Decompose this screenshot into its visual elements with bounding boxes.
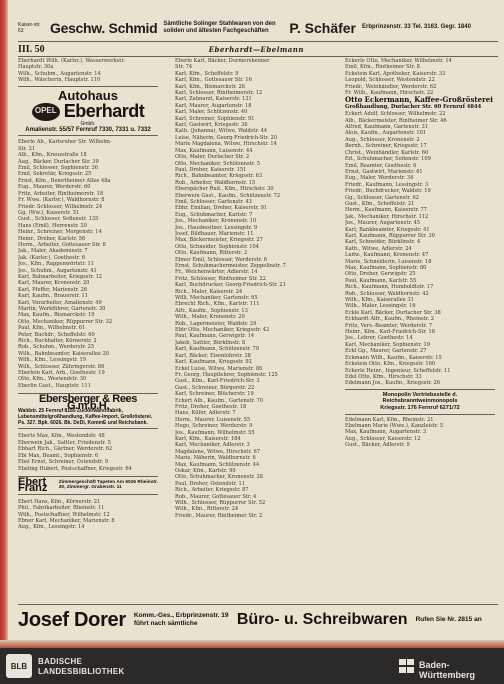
directory-entry: Jak., Mechaniker, Hirschstr. 112 <box>345 213 429 220</box>
directory-entry: Ebhr. Emilian, Dreher, Kaiserstr. 91 <box>175 205 268 212</box>
directory-entry: Ebtr Otto, Mechaniker, Kriegsstr. 42 <box>175 327 270 334</box>
directory-entry: Hugo, Schreiner, Werderstr. 9 <box>175 423 253 430</box>
directory-entry: Rich., Arbeiter, Kriegsstr. 87 <box>175 487 249 494</box>
directory-entry: Otto, Mechaniker, Schützenstr. 5 <box>175 160 261 167</box>
directory-entry: Christ., Weinhändler, Karlstr. 60 <box>345 149 429 156</box>
monopolin-line1: Monopolin Vertriebsstelle d. <box>382 391 458 398</box>
blb-name[interactable]: BADISCHE LANDESBIBLIOTHEK <box>38 657 125 676</box>
directory-entry: Karl, Maurer, Augartenstr. 18 <box>175 102 252 109</box>
josef-dorer-ad <box>18 604 498 635</box>
directory-entry: Otto, Kfm., Westendstr. 30 <box>18 376 87 383</box>
directory-entry: Paul, Kaufmann, Karlstr. 55 <box>345 277 417 284</box>
directory-entry: Hauptstr. 30a <box>18 64 54 71</box>
directory-entry: Eckert Alb., Kaufm., Gartenstr. 70 <box>175 397 264 404</box>
directory-entry: Ebert Hans, Kfm., Körnerstr. 21 <box>18 498 101 505</box>
directory-entry: Karl, Bankbeamter, Kriegsstr. 41 <box>345 226 430 233</box>
directory-entry: Oskar, Kfm., Karlstr. 99 <box>175 468 236 474</box>
directory-column-1 <box>18 58 158 596</box>
directory-entry: Wilh., Maler, Lessingstr. 16 <box>345 303 416 310</box>
directory-entry: Karl, Maler, Schützenstr. 40 <box>175 109 248 116</box>
ebert-details: Zimmergeschäft Tapeten Am 6026 Rheinstr. 30, Zimmergr. Grabenstr. 11 <box>58 479 158 491</box>
autohaus-address: Amalienstr. 55/57 Fernruf 7330, 7331 u. 7332 <box>25 127 151 134</box>
directory-entry: Eckhardt Alfr., Kaufm., Rheinstr. 2 <box>345 316 435 323</box>
directory-entry: Jak., Maler, Akademiestr. 7 <box>18 248 88 255</box>
directory-entry: Otto, Maler, Durlacher Str. 2 <box>175 154 250 161</box>
directory-entry: Karl, Bäcker, Eisenlohrstr. 38 <box>175 352 251 359</box>
directory-entry: Wilh., Kfm., Ritterstr. 24 <box>175 506 239 513</box>
directory-entry: Eckerle Otto, Mechaniker, Wilhelmstr. 14 <box>345 58 452 64</box>
otto-eckermann-details: Großhandlung, Durlacher Str. 60 Fernruf 4844 <box>345 103 482 110</box>
directory-entry: Ebi Max, Beamt., Sophienstr. 6 <box>18 452 99 459</box>
directory-entry: Eberle Karl, Bäcker, Durmersheimer <box>175 58 270 64</box>
directory-entry: Karl, Kfm., Bismarckstr. 26 <box>175 83 246 90</box>
directory-entry: Ernst, Kfm., Beiertheimer Allee 48a <box>18 177 111 184</box>
directory-entry: Ebel Ernst, Schreiner, Ostendstr. 9 <box>18 459 109 466</box>
top-ad-description: Sämtliche Solinger Stahlwaren von den soliden und ältesten Fachgeschäften <box>163 20 276 34</box>
directory-entry: Ebner Emil, Schlosser, Werderstr. 6 <box>175 256 268 263</box>
directory-entry: Wilh., Schlosser, Rüppurrer Str. 52 <box>175 500 266 507</box>
bw-name[interactable]: Baden-Württemberg <box>419 660 475 680</box>
directory-entry: Jos., Kaufmann, Wilhelmstr. 55 <box>175 429 255 436</box>
page-header <box>18 44 498 57</box>
directory-entry: Aug., Kfm., Lessingstr. 14 <box>18 524 85 531</box>
monopolin-line3: Kriegsstr. 176 Fernruf 6271/72 <box>380 404 460 411</box>
directory-entry: Otto, Schneider, Sophienstr. 104 <box>175 243 260 250</box>
page-number: III. 50 <box>18 44 45 55</box>
directory-entry: Ebrecht Rich., Kfm., Karlstr. 111 <box>175 301 260 308</box>
directory-entry: Max, Kaufmann, Sophienstr. 80 <box>345 265 427 271</box>
directory-entry: Karl, Schreiner, Blücherstr. 19 <box>175 391 254 398</box>
directory-column-2 <box>175 58 315 596</box>
directory-entry: Eberlin Gust., Hauptstr. 111 <box>18 382 92 389</box>
directory-entry: Karl, Kfm., Gottesauer Str. 16 <box>175 77 252 84</box>
directory-entry: Rob., Maurer, Gottesauer Str. 4 <box>175 493 257 500</box>
directory-entry: Rich., Kaufmann, Humboldtstr. 17 <box>345 284 434 291</box>
directory-entry: Alfr., Kaufm., Sophienstr. 13 <box>175 307 248 314</box>
top-ad-brand: Geschw. Schmid <box>50 19 158 36</box>
directory-entry: Ed., Schuhmacher, Sofienstr. 109 <box>345 156 431 163</box>
directory-entry: Eberwein Gust., Kaufm., Schützenstr. 72 <box>175 192 281 199</box>
top-ad-address: Kaiser-str. 63 <box>18 21 41 34</box>
directory-entry: Eckmann Wilh., Kaufm., Kaiserstr. 15 <box>345 354 442 361</box>
directory-entry: Rob., Lagermeister, Waldstr. 29 <box>175 320 257 327</box>
directory-entry: Karl, Kaufmann, Rüppurrer Str. 30 <box>345 232 435 239</box>
directory-entry: Ebeling Hubert, Postschaffner, Kriegsstr. 64 <box>18 465 132 472</box>
directory-entry: Edelmann Jos., Kaufm., Kriegsstr. 26 <box>345 380 440 387</box>
directory-entry: Fr. Wilh., Kaufmann, Hirschstr. 22 <box>345 90 434 97</box>
directory-entry: Friedr., Weinhändler, Werderstr. 62 <box>345 83 437 90</box>
page-title: Eberhardt—Ebelmann <box>208 45 304 54</box>
directory-entry: Ernst, Gastwirt, Marienstr. 61 <box>345 168 423 175</box>
directory-entry: Edel Otto, Kfm., Hirschstr. 33 <box>345 373 422 380</box>
directory-entry: Jos., Kfm., Rappenwörtstr. 11 <box>18 261 94 268</box>
directory-entry: Marie Magdalena, Witwe, Hirschstr. 14 <box>175 141 277 148</box>
directory-entry: Karl, Kfm., Scheffelstr. 9 <box>175 70 239 77</box>
directory-entry: Aug., Schlosser, Kronenstr. 2 <box>345 136 420 143</box>
autohaus-legal: Gmbh. <box>80 120 96 127</box>
directory-entry: Gust., Bäcker, Adlerstr. 9 <box>345 442 410 449</box>
directory-entry: Magdalene, Witwe, Hirschstr. 67 <box>175 448 260 455</box>
directory-entry: Karl, Mechaniker, Adlerstr. 3 <box>175 442 250 449</box>
directory-entry: Fritz, Dreher, Goethestr. 18 <box>175 403 247 410</box>
directory-entry: Wilh., Bahnbeamter, Kaiserallee 20 <box>18 350 110 357</box>
otto-eckermann-ad <box>345 97 495 110</box>
directory-entry: Alb., Bäckermeister, Rintheimer Str. 46 <box>345 117 447 124</box>
ebersberger-name: Ebersberger & Rees G.m.b.H. <box>39 393 137 412</box>
directory-entry: Wilh., Kfm., Kaiserallee 31 <box>345 297 414 304</box>
directory-entry: Martin, Werkführer, Gartenstr. 30 <box>18 306 106 312</box>
directory-entry: Paul, Kfm., Wilhelmstr. 61 <box>18 325 86 332</box>
directory-entry: Gg., Schlosser, Gartenstr. 62 <box>345 194 419 201</box>
ebert-name: Ebert Franz <box>18 475 48 495</box>
opel-logo-icon: OPEL <box>32 103 60 121</box>
directory-entry: Wilh., Kfm., Lessingstr. 19 <box>18 357 86 364</box>
directory-entry: Eug., Maler, Werderstr. 34 <box>345 175 414 182</box>
directory-entry: Josef, Bildhauer, Marienstr. 11 <box>175 230 254 237</box>
directory-entry: Emil, Beamter, Goethestr. 6 <box>345 162 417 169</box>
directory-entry: Paul, Kaufmann, Gerwigstr. 14 <box>175 333 255 340</box>
directory-entry: Eberts Max, Kfm., Westendstr. 48 <box>18 433 105 440</box>
directory-entry: Heinr., Schreiner, Morgenstr. 14 <box>18 229 102 236</box>
directory-entry: Paul, Dreher, Ostendstr. 11 <box>175 480 245 487</box>
directory-entry: Marie, Näherin, Waldhornstr. 6 <box>175 455 256 462</box>
directory-entry: Heinr., Kfm., Karl-Friedrich-Str. 18 <box>345 329 436 336</box>
directory-entry: Karl, Kfm., Kaiserstr. 184 <box>175 435 241 442</box>
autohaus-name: Eberhardt <box>63 101 145 122</box>
directory-entry: Ebner Karl, Mechaniker, Marienstr. 8 <box>18 517 115 524</box>
directory-entry: Gust., Kfm., Scheffelstr. 21 <box>345 200 415 207</box>
directory-entry: Fritz, Vers.-Beamter, Werderstr. 7 <box>345 322 432 329</box>
directory-entry: Ebhart Rich., Gärtner, Werderstr. 62 <box>18 446 113 453</box>
directory-entry: Herm., Arbeiter, Gottesauer Str. 8 <box>18 241 106 248</box>
directory-entry: Alb., Kfm., Kreuzstraße 18 <box>18 152 87 159</box>
directory-entry: Peter, Buchdr., Scheffelstr. 60 <box>18 331 95 338</box>
directory-entry: Jos., Lehrer, Goethestr. 14 <box>345 335 413 342</box>
directory-entry: Friedr., Maurer, Rintheimer Str. 2 <box>175 512 263 519</box>
directory-entry: Otto, Schuhmacher, Kronenstr. 28 <box>175 474 264 481</box>
directory-entry: Emil, Sekretär, Kriegsstr. 25 <box>18 171 92 178</box>
directory-entry: Karl, Gastwirt, Kriegsstr. 36 <box>175 122 248 129</box>
directory-entry: Karl, Buchdrucker, Georg-Friedrich-Str. 21 <box>175 282 286 289</box>
directory-entry: Phil., Fabrikarbeiter, Rheinstr. 11 <box>18 505 105 512</box>
directory-entry: Gust., Schreiner, Bürgerstr. 22 <box>175 384 255 391</box>
directory-entry: Eckle Karl, Bäcker, Durlacher Str. 38 <box>345 309 441 316</box>
top-ad-right-address: Erbprinzenstr. 33 Tel. 3163. Gegr. 1840 <box>362 24 471 30</box>
directory-entry: Karl, Schneider, Bürklinstr. 4 <box>345 239 421 246</box>
directory-entry: Otto, Dreher, Gerwigstr. 25 <box>345 271 416 278</box>
dorer-shop: Büro- u. Schreibwaren <box>236 611 408 628</box>
directory-entry: Jos., Mechaniker, Kronenstr. 10 <box>175 218 257 225</box>
directory-entry: Herm., Kaufmann, Kaiserstr. 77 <box>345 207 428 214</box>
directory-entry: Friedr. Schlosser, Wilhelmstr. 24 <box>18 203 103 210</box>
directory-entry: Otto, Mechaniker, Rüppurrer Str. 32 <box>18 318 113 325</box>
directory-entry: Otto, Kaufmann, Ritterstr. 2 <box>175 250 248 257</box>
directory-entry: Friedr., Buchdrucker, Waldstr. 19 <box>345 188 431 195</box>
directory-entry: Eberlein Karl, Arb., Goethestr. 19 <box>18 370 105 377</box>
directory-entry: Hans, Küfer, Adlerstr. 7 <box>175 410 236 417</box>
directory-entry: Wilh., Postschaffner, Wilhelmstr. 12 <box>18 511 110 518</box>
directory-entry: Ernst, Schuhmachermeister, Zeppelinstr. 7 <box>175 263 286 269</box>
directory-entry: Max, Kaufmann, Luisenstr. 44 <box>175 147 253 154</box>
directory-entry: Rob., Schuhm., Werderstr. 25 <box>18 344 95 351</box>
directory-entry: Marie, Schneiderin, Luisenstr. 18 <box>345 258 432 265</box>
directory-entry: Karl, Kaufmann, Kriegsstr. 92 <box>175 359 252 366</box>
directory-entry: Eug., Maurer, Werderstr. 60 <box>18 184 91 191</box>
directory-entry: Gg. (Ww.), Kaiserstr. 51 <box>18 209 80 216</box>
directory-entry: Karl, Mechaniker, Sophienstr. 19 <box>345 341 430 348</box>
directory-entry: Rob., Schlosser, Waldhornstr. 42 <box>345 290 429 297</box>
top-advertisement <box>18 14 498 42</box>
directory-entry: Eug., Schuhmacher, Karlstr. 7 <box>175 211 253 218</box>
directory-entry: Kath., Witwe, Adlerstr. 24 <box>345 245 412 252</box>
directory-entry: Karl, Pfeffer, Marienstr. 26 <box>18 286 88 293</box>
directory-entry: Str. 21 <box>18 145 36 152</box>
directory-entry: Karl, Kaufm., Brauerstr. 11 <box>18 293 89 300</box>
directory-entry: Ludw., Kaufmann, Kronenstr. 47 <box>345 252 429 259</box>
directory-entry: Max, Kaufmann, Schützenstr. 44 <box>175 461 260 468</box>
directory-entry: Eberle Ab., Karlsruher Str. Wilhelm- <box>18 139 112 146</box>
directory-entry: Max, Bäckermeister, Kriegsstr. 27 <box>175 237 263 244</box>
directory-entry: Eckel Luise, Witwe, Marienstr. 86 <box>175 365 263 372</box>
directory-entry: Herm., Maurer, Luisenstr. 55 <box>175 416 251 423</box>
directory-entry: Jos., Maurer, Augartenstr. 45 <box>345 220 420 227</box>
dorer-name: Josef Dorer <box>18 608 126 631</box>
directory-entry: Bernh., Schreiner, Kriegsstr. 17 <box>345 143 427 150</box>
directory-entry: Jakob, Sattler, Bürklinstr. 8 <box>175 339 246 346</box>
directory-entry: Karl, Zahnarzt, Kaiserstr. 131 <box>175 96 252 103</box>
directory-entry: Eckerle Heinr., Ingenieur, Scheffelstr. 11 <box>345 367 451 374</box>
directory-entry: Emil, Schlosser, Sophienstr. 36 <box>18 165 98 172</box>
directory-entry: Eberhardt Wilh. (Karlsr.), Wasserwerkstr. <box>18 58 125 64</box>
directory-entry: Max, Kaufm., Bismarckstr. 19 <box>18 312 95 319</box>
directory-entry: Karl, Maurer, Kronenstr. 20 <box>18 280 90 287</box>
directory-entry: Alfred, Kaufmann, Gartenstr. 31 <box>345 124 428 131</box>
directory-entry: Rich., Maler, Kaiserstr. 24 <box>175 288 243 295</box>
directory-entry: Fr., Weichenwärter, Adlerstr. 14 <box>175 269 258 276</box>
directory-entry: Friedr., Kaufmann, Lessingstr. 3 <box>345 181 429 188</box>
directory-entry: Karl, Schlosser, Rintheimerstr. 12 <box>175 90 263 97</box>
directory-entry: Rich., Bahnbeamter, Kriegsstr. 63 <box>175 173 263 180</box>
directory-entry: Luise, Näherin, Georg-Friedrich-Str. 20 <box>175 134 278 141</box>
autohaus-label: Autohaus <box>58 87 118 103</box>
directory-entry: Eberwein Jak., Sattler, Friedenstr. 5 <box>18 439 111 446</box>
monopolin-line2: Reichsbranntweinmonopols <box>382 398 458 405</box>
directory-entry: Hans (Emil), Herrenstr. 20 <box>18 222 87 229</box>
directory-entry: Edelmann Karl, Kfm., Rheinstr. 21 <box>345 416 434 423</box>
blb-logo-icon[interactable]: BLB <box>6 654 32 678</box>
directory-entry: Wilh., Schuhm., Augartenstr. 14 <box>18 70 101 77</box>
directory-entry: Karl, Kaufmann, Schützenstr. 79 <box>175 346 260 353</box>
directory-entry: Eckstein Karl, Apotheker, Kaiserstr. 33 <box>345 70 446 77</box>
top-ad-right-brand: P. Schäfer <box>289 19 356 36</box>
directory-entry: Eckl Gg., Maurer, Gartenstr. 27 <box>345 348 427 355</box>
directory-entry: Fr. Wwe. (Karlsr.), Waldhornstr. 8 <box>18 197 105 204</box>
directory-entry: Fr. Georg, Hauptlehrer, Sophienstr. 125 <box>175 371 278 378</box>
directory-entry: Str. 74 <box>175 64 193 71</box>
otto-eckermann-name: Otto Eckermann, Kaffee-Großrösterei <box>345 95 493 105</box>
directory-entry: Wilh., Maler, Kronenstr. 20 <box>175 314 245 321</box>
directory-entry: Eckstein Otto, Kfm., Kriegsstr. 160 <box>345 361 436 368</box>
directory-entry: Karl, Schreiner, Sophienstr. 91 <box>175 115 255 122</box>
directory-entry: Eckert Adolf, Schlosser, Wilhelmstr. 22 <box>345 111 446 118</box>
directory-entry: Karl, Bahnarbeiter, Kriegsstr. 12 <box>18 273 103 280</box>
directory-entry: Fritz, Arbeiter, Rintheimerstr. 18 <box>18 190 104 197</box>
directory-column-3 <box>345 58 495 596</box>
directory-entry: Rob., Arbeiter, Waldhornstr. 15 <box>175 179 256 186</box>
directory-entry: Wilh., Schlosser, Zähringerstr. 86 <box>18 363 105 370</box>
directory-entry: Emil, Kfm., Rintheimer Str. 8 <box>345 64 420 71</box>
directory-entry: Emil, Schlosser, Gartenstr. 43 <box>175 198 252 205</box>
directory-entry: Wilh., Wäscherin, Hauptstr. 110 <box>18 77 101 84</box>
directory-entry: Jak. (Karlsr.), Goethestr. 6 <box>18 254 86 261</box>
directory-entry: Jos., Schuhm., Augartenstr. 41 <box>18 267 97 274</box>
page-edge-bottom <box>0 640 504 648</box>
dorer-phone: Rufen Sie Nr. 2815 an <box>415 616 482 623</box>
bw-logo-icon <box>399 659 415 673</box>
directory-entry: Alois, Kaufm., Augartenstr. 101 <box>345 130 427 137</box>
directory-entry: Rich., Buchhalter, Körnerstr. 2 <box>18 338 97 345</box>
autohaus-eberhardt-ad <box>18 86 158 137</box>
directory-entry: Heinr., Dreher, Karlstr. 56 <box>18 235 86 242</box>
directory-entry: Aug., Bäcker, Durlacher Str. 39 <box>18 158 99 165</box>
directory-entry: Willi, Mechaniker, Gartenstr. 65 <box>175 295 258 302</box>
monopolin-ad <box>345 389 495 415</box>
directory-entry: Gust., Kfm., Karl-Friedrich-Str. 3 <box>175 378 260 385</box>
directory-entry: Eberspächer Rud., Kfm., Hirschstr. 30 <box>175 186 274 193</box>
dorer-address: Komm.-Ges., Erbprinzenstr. 19 führt nach sämtliche <box>133 612 229 627</box>
directory-entry: Karl, Vorarbeiter, Amalienstr. 49 <box>18 299 102 306</box>
ebersberger-details: Waldstr. 25 Fernruf 8185 Zuckerwarenfabrik, Lebensmittelgroßhandlung, Kaffee-Import, Großrösterei. Ps. 327. Bpk. 6026. Bk. DeDi, KommE und Reichsbank. <box>18 408 153 426</box>
directory-entry: Aug., Schlosser, Kaiserstr. 12 <box>345 435 421 442</box>
directory-entry: Max, Kaufmann, Augartenstr. 3 <box>345 429 427 436</box>
directory-entry: Fritz, Schlosser, Rintheimer Str. 22 <box>175 275 266 282</box>
directory-entry: Jos., Hausbesitzer, Lessingstr. 9 <box>175 224 258 231</box>
directory-entry: Paul, Dreher, Kaiserstr. 151 <box>175 166 247 173</box>
directory-entry: Ebelmann Marie (Wwe.), Kanzleistr. 5 <box>345 422 444 429</box>
directory-entry: Gust., Schlosser, Sofienstr. 135 <box>18 216 99 223</box>
ebersberger-rees-ad <box>18 393 158 429</box>
directory-entry: Leopold, Schlosser, Westendstr. 22 <box>345 77 435 84</box>
ebert-franz-ad <box>18 476 158 495</box>
directory-entry: Kath. (Johanna), Witwe, Waldstr. 44 <box>175 128 268 135</box>
page-edge-left <box>0 0 8 648</box>
viewer-footer <box>0 648 504 684</box>
